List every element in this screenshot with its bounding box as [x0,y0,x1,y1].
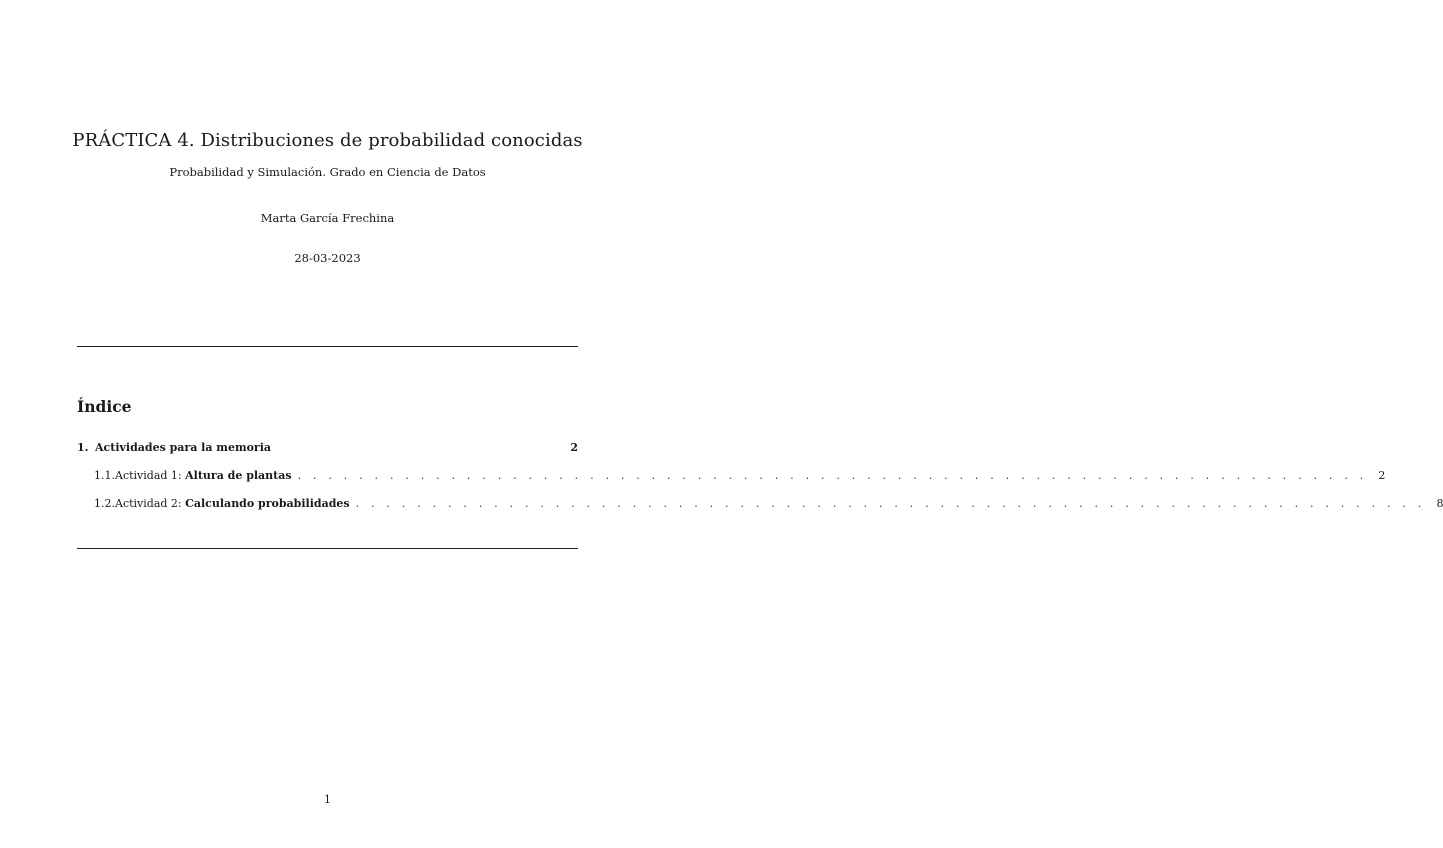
toc-entry-prefix: Actividad 1: [115,469,186,482]
document-date: 28-03-2023 [294,251,361,265]
toc-entry-number: 1.1. [94,469,115,482]
toc-leader-dots: . . . . . . . . . . . . . . . . . . . . . . . . . . . . . . . . . . . . . . . . . . . . . . . . . . . . . . . . . . . . . . . . . . . . . . [297,469,1368,482]
bottom-rule-divider [77,548,578,549]
toc-entry-prefix: Actividad 2: [115,497,186,510]
toc-entry-label [115,497,350,510]
toc-entry-section-1[interactable] [77,441,578,457]
toc-entry-number: 1.2. [94,497,115,510]
page-number: 1 [324,793,331,806]
top-rule-divider [77,346,578,347]
document-title: PRÁCTICA 4. Distribuciones de probabilidad conocidas [72,130,583,151]
toc-entry-bold-title: Calculando probabilidades [185,497,350,510]
toc-heading: Índice [77,397,132,416]
toc-entry-label: Actividades para la memoria [95,441,272,454]
toc-entry-page: 2 [570,441,578,454]
toc-leader-dots: . . . . . . . . . . . . . . . . . . . . . . . . . . . . . . . . . . . . . . . . . . . . . . . . . . . . . . . . . . . . . . . . . . . . . . [355,497,1426,510]
document-author: Marta García Frechina [260,211,395,225]
toc-entry-page: 8 [1436,497,1443,510]
toc-entry-bold-title: Altura de plantas [185,469,292,482]
toc-entry-subsection-1-1[interactable] [77,469,1386,485]
toc-entry-subsection-1-2[interactable] [77,497,1443,513]
toc-entry-page: 2 [1378,469,1386,482]
toc-entry-label [115,469,292,482]
document-subtitle: Probabilidad y Simulación. Grado en Ciencia de Datos [169,165,486,179]
toc-entry-number: 1. [77,441,89,454]
